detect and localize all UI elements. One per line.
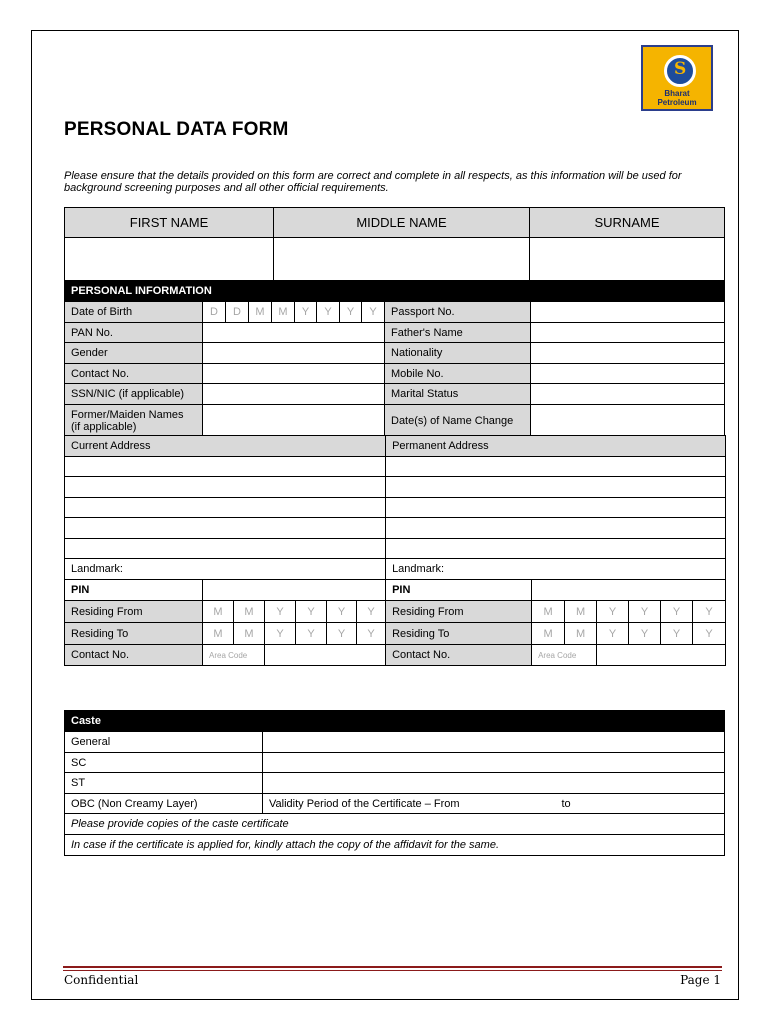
permanent-address-line[interactable] [386, 477, 726, 498]
nationality-field[interactable] [531, 343, 725, 364]
marital-status-field[interactable] [531, 384, 725, 405]
permanent-address-line[interactable] [386, 498, 726, 518]
caste-section-title: Caste [65, 711, 725, 732]
caste-note-copies: Please provide copies of the caste certificate [65, 814, 725, 835]
ssn-label: SSN/NIC (if applicable) [65, 384, 203, 405]
current-landmark-field[interactable]: Landmark: [65, 559, 386, 580]
caste-obc-label: OBC (Non Creamy Layer) [65, 794, 263, 814]
permanent-contact-label: Contact No. [386, 645, 532, 666]
former-names-field[interactable] [203, 405, 385, 438]
current-address-line[interactable] [65, 457, 386, 477]
permanent-residing-to-digit[interactable]: Y [693, 623, 726, 645]
permanent-address-label: Permanent Address [386, 436, 726, 457]
caste-general-label: General [65, 732, 263, 753]
dob-digit-field[interactable]: M [249, 302, 272, 323]
caste-st-label: ST [65, 773, 263, 794]
permanent-contact-field[interactable] [597, 645, 726, 666]
name-table [64, 207, 725, 281]
logo-text-line2: Petroleum [657, 98, 697, 107]
permanent-pin-field[interactable] [532, 580, 726, 601]
dob-digit-field[interactable]: Y [295, 302, 317, 323]
permanent-residing-from-digit[interactable]: Y [693, 601, 726, 623]
passport-label: Passport No. [385, 302, 531, 323]
permanent-pin-label: PIN [386, 580, 532, 601]
current-pin-field[interactable] [203, 580, 386, 601]
bharat-petroleum-logo [641, 45, 713, 111]
caste-general-field[interactable] [263, 732, 725, 753]
permanent-landmark-field[interactable]: Landmark: [386, 559, 726, 580]
dob-digit-field[interactable]: D [226, 302, 249, 323]
marital-status-label: Marital Status [385, 384, 531, 405]
footer-confidential: Confidential [64, 973, 139, 987]
name-change-label: Date(s) of Name Change [385, 405, 531, 438]
current-residing-from-digit[interactable]: M [203, 601, 234, 623]
permanent-residing-from-digit[interactable]: Y [597, 601, 629, 623]
current-residing-from-digit[interactable]: M [234, 601, 265, 623]
pan-field[interactable] [203, 323, 385, 343]
contact-label: Contact No. [65, 364, 203, 384]
former-names-label-line2: (if applicable) [71, 421, 137, 433]
personal-info-section-title: PERSONAL INFORMATION [65, 281, 725, 302]
mobile-label: Mobile No. [385, 364, 531, 384]
former-names-label-line1: Former/Maiden Names [71, 409, 184, 421]
footer-divider [63, 970, 722, 971]
address-table [64, 435, 726, 666]
current-residing-to-digit[interactable]: Y [296, 623, 327, 645]
middle-name-header: MIDDLE NAME [274, 208, 530, 238]
footer-page-number: Page 1 [680, 973, 721, 987]
father-name-label: Father's Name [385, 323, 531, 343]
permanent-residing-from-digit[interactable]: M [532, 601, 565, 623]
father-name-field[interactable] [531, 323, 725, 343]
page-title: PERSONAL DATA FORM [64, 119, 289, 140]
current-residing-to-digit[interactable]: M [234, 623, 265, 645]
logo-text-line1: Bharat [664, 89, 690, 98]
surname-field[interactable] [530, 238, 725, 281]
intro-text: Please ensure that the details provided on this form are correct and complete in all respects, as this information will be used for background screening purposes and all other official requirements. [64, 170, 682, 194]
permanent-residing-to-digit[interactable]: M [565, 623, 597, 645]
pan-label: PAN No. [65, 323, 203, 343]
caste-sc-label: SC [65, 753, 263, 773]
gender-field[interactable] [203, 343, 385, 364]
permanent-residing-from-digit[interactable]: M [565, 601, 597, 623]
current-address-line[interactable] [65, 518, 386, 539]
current-residing-to-digit[interactable]: Y [327, 623, 357, 645]
permanent-residing-to-digit[interactable]: M [532, 623, 565, 645]
name-change-field[interactable] [531, 405, 725, 438]
permanent-residing-to-label: Residing To [386, 623, 532, 645]
footer-divider [63, 966, 722, 968]
current-area-code-field[interactable]: Area Code [203, 645, 265, 666]
contact-field[interactable] [203, 364, 385, 384]
dob-digit-field[interactable]: Y [340, 302, 362, 323]
caste-note-affidavit: In case if the certificate is applied for, kindly attach the copy of the affidavit for the same. [65, 835, 725, 856]
permanent-residing-from-label: Residing From [386, 601, 532, 623]
dob-digit-field[interactable]: D [203, 302, 226, 323]
current-contact-label: Contact No. [65, 645, 203, 666]
permanent-residing-from-digit[interactable]: Y [629, 601, 661, 623]
current-address-line[interactable] [65, 498, 386, 518]
passport-field[interactable] [531, 302, 725, 323]
surname-header: SURNAME [530, 208, 725, 238]
form-page [31, 30, 739, 1000]
permanent-address-line[interactable] [386, 539, 726, 559]
permanent-residing-to-digit[interactable]: Y [661, 623, 693, 645]
caste-st-field[interactable] [263, 773, 725, 794]
permanent-residing-from-digit[interactable]: Y [661, 601, 693, 623]
mobile-field[interactable] [531, 364, 725, 384]
permanent-address-line[interactable] [386, 518, 726, 539]
first-name-header: FIRST NAME [65, 208, 274, 238]
certificate-validity-label: Validity Period of the Certificate – From [263, 794, 556, 814]
dob-digit-field[interactable]: Y [362, 302, 385, 323]
current-residing-to-digit[interactable]: Y [265, 623, 296, 645]
gender-label: Gender [65, 343, 203, 364]
first-name-field[interactable] [65, 238, 274, 281]
current-residing-to-label: Residing To [65, 623, 203, 645]
current-residing-from-digit[interactable]: Y [265, 601, 296, 623]
current-contact-field[interactable] [265, 645, 386, 666]
current-residing-from-digit[interactable]: Y [296, 601, 327, 623]
dob-digit-field[interactable]: M [272, 302, 295, 323]
current-residing-from-digit[interactable]: Y [327, 601, 357, 623]
caste-sc-field[interactable] [263, 753, 725, 773]
current-residing-from-label: Residing From [65, 601, 203, 623]
current-residing-to-digit[interactable]: M [203, 623, 234, 645]
personal-info-table [64, 280, 725, 438]
middle-name-field[interactable] [274, 238, 530, 281]
permanent-residing-to-digit[interactable]: Y [629, 623, 661, 645]
caste-table [64, 710, 725, 856]
nationality-label: Nationality [385, 343, 531, 364]
current-address-label: Current Address [65, 436, 386, 457]
current-residing-from-digit[interactable]: Y [357, 601, 386, 623]
permanent-address-line[interactable] [386, 457, 726, 477]
dob-digit-field[interactable]: Y [317, 302, 340, 323]
certificate-validity-to-label: to [556, 794, 725, 814]
current-pin-label: PIN [65, 580, 203, 601]
current-residing-to-digit[interactable]: Y [357, 623, 386, 645]
dob-label: Date of Birth [65, 302, 203, 323]
current-address-line[interactable] [65, 477, 386, 498]
ssn-field[interactable] [203, 384, 385, 405]
permanent-area-code-field[interactable]: Area Code [532, 645, 597, 666]
former-names-label [65, 405, 203, 438]
current-address-line[interactable] [65, 539, 386, 559]
logo-emblem-icon: S [664, 55, 696, 87]
permanent-residing-to-digit[interactable]: Y [597, 623, 629, 645]
